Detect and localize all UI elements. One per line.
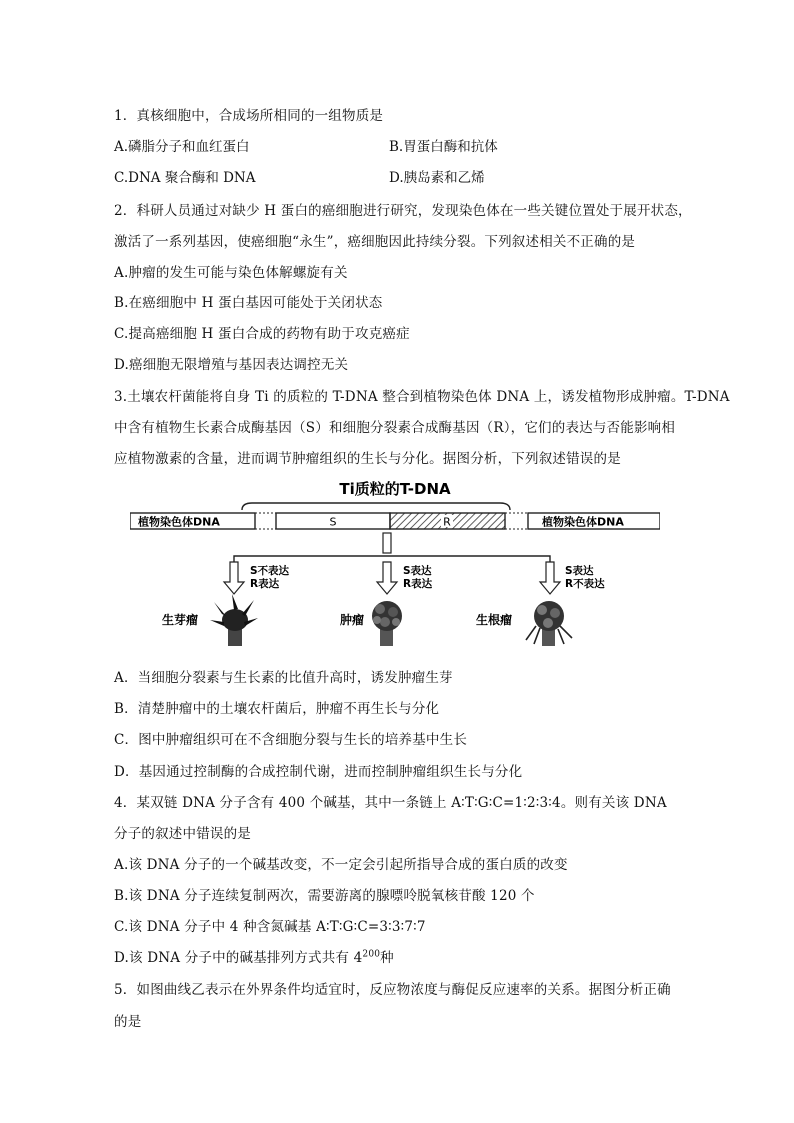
q3-stem-line2: 中含有植物生长素合成酶基因（S）和细胞分裂素合成酶基因（R），它们的表达与否能影响相 <box>114 420 676 436</box>
q1-stem: 1．真核细胞中，合成场所相同的一组物质是 <box>114 108 384 124</box>
q4-option-c: C.该 DNA 分子中 4 种含氮碱基 A∶T∶G∶C=3∶3∶7∶7 <box>114 919 426 935</box>
tumor2-label: 肿瘤 <box>340 613 365 627</box>
q2-option-c: C.提高癌细胞 H 蛋白合成的药物有助于攻克癌症 <box>114 326 410 342</box>
q2-option-b: B.在癌细胞中 H 蛋白基因可能处于关闭状态 <box>114 295 383 311</box>
q5-stem-line2: 的是 <box>114 1014 142 1030</box>
gene-s-label: S <box>329 515 337 529</box>
q4-option-d-exponent: 200 <box>362 949 381 960</box>
arrow-right <box>540 562 560 594</box>
case3-line1: S表达 <box>565 565 594 577</box>
q1-option-a: A.磷脂分子和血红蛋白 <box>114 139 250 155</box>
q1-option-d: D.胰岛素和乙烯 <box>389 170 485 186</box>
q4-stem-line1: 4．某双链 DNA 分子含有 400 个碱基，其中一条链上 A∶T∶G∶C=1∶2∶3∶4。则有关该 DNA <box>114 795 667 811</box>
q4-option-a: A.该 DNA 分子的一个碱基改变，不一定会引起所指导合成的蛋白质的改变 <box>114 857 568 873</box>
q2-option-a: A.肿瘤的发生可能与染色体解螺旋有关 <box>114 265 348 281</box>
root-tumor-image <box>526 601 572 646</box>
q1-option-b: B.胃蛋白酶和抗体 <box>389 139 498 155</box>
left-dna-label: 植物染色体DNA <box>138 515 220 529</box>
bud-tumor-image <box>210 594 258 646</box>
q3-stem-line1: 3.土壤农杆菌能将自身 Ti 的质粒的 T-DNA 整合到植物染色体 DNA 上，诱发植物形成肿瘤。T-DNA <box>114 389 730 405</box>
q4-stem-line2: 分子的叙述中错误的是 <box>114 826 251 842</box>
t-dna-diagram <box>130 476 660 646</box>
q3-stem-line3: 应植物激素的含量，进而调节肿瘤组织的生长与分化。据图分析，下列叙述错误的是 <box>114 451 621 467</box>
tumor1-label: 生芽瘤 <box>162 613 199 627</box>
right-dna-label: 植物染色体DNA <box>542 515 624 529</box>
q3-option-b: B．清楚肿瘤中的土壤农杆菌后，肿瘤不再生长与分化 <box>114 701 440 717</box>
case1-line2: R表达 <box>250 578 280 590</box>
case1-line1: S不表达 <box>250 565 290 577</box>
gene-r-label: R <box>443 515 451 529</box>
arrow-left <box>224 562 244 594</box>
q3-option-a: A．当细胞分裂素与生长素的比值升高时，诱发肿瘤生芽 <box>114 670 453 686</box>
q3-option-d: D．基因通过控制酶的合成控制代谢，进而控制肿瘤组织生长与分化 <box>114 764 523 780</box>
case3-line2: R不表达 <box>565 578 605 590</box>
q4-option-b: B.该 DNA 分子连续复制两次，需要游离的腺嘌呤脱氧核苷酸 120 个 <box>114 888 535 904</box>
figure-title: Ti质粒的T-DNA <box>339 480 451 498</box>
q2-stem-line1: 2．科研人员通过对缺少 H 蛋白的癌细胞进行研究，发现染色体在一些关键位置处于展开状态， <box>114 203 692 219</box>
t-dna-bracket <box>242 503 510 510</box>
case2-line2: R表达 <box>403 578 433 590</box>
q2-stem-line2: 激活了一系列基因，使癌细胞“永生”，癌细胞因此持续分裂。下列叙述相关不正确的是 <box>114 234 636 250</box>
q4-option-d <box>114 946 394 966</box>
tumor-image <box>372 601 402 646</box>
case2-line1: S表达 <box>403 565 432 577</box>
q4-option-d-text: D.该 DNA 分子中的碱基排列方式共有 4 <box>114 950 363 966</box>
t-dna-figure <box>130 476 660 646</box>
arrow-middle <box>377 562 397 594</box>
q5-stem-line1: 5．如图曲线乙表示在外界条件均适宜时，反应物浓度与酶促反应速率的关系。据图分析正确 <box>114 982 671 998</box>
q2-option-d: D.癌细胞无限增殖与基因表达调控无关 <box>114 357 349 373</box>
q3-option-c: C．图中肿瘤组织可在不含细胞分裂与生长的培养基中生长 <box>114 732 468 748</box>
stem-arrow <box>383 533 391 553</box>
tumor3-label: 生根瘤 <box>476 613 513 627</box>
q4-option-d-suffix: 种 <box>380 950 394 966</box>
q1-option-c: C.DNA 聚合酶和 DNA <box>114 170 256 186</box>
